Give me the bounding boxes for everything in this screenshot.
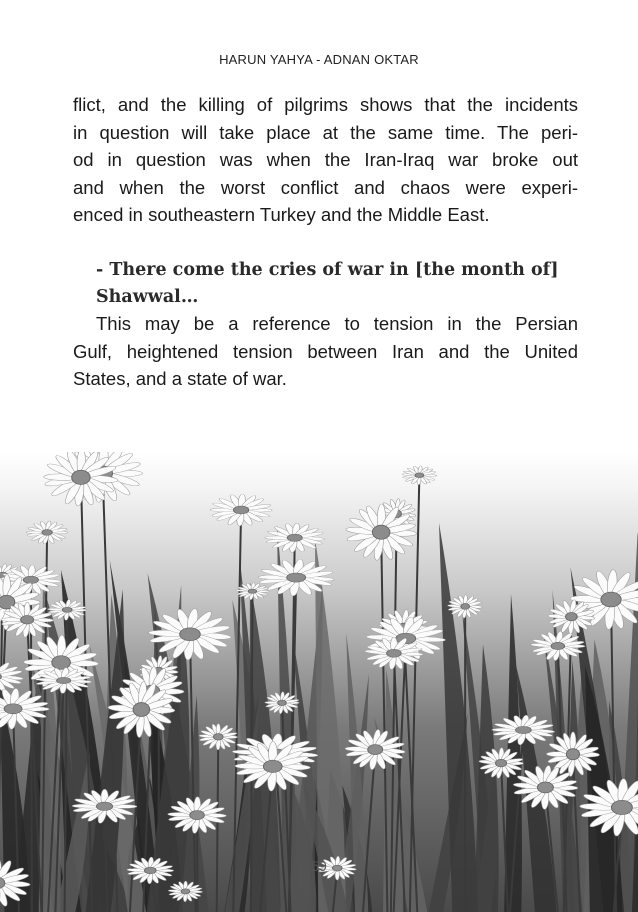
paragraph-2 xyxy=(73,310,578,393)
paragraph-1-line: od in question was when the Iran-Iraq war broke out xyxy=(73,149,578,170)
paragraph-1-line: in question will take place at the same time. The peri- xyxy=(73,121,578,143)
paragraph-2-line: States, and a state of war. xyxy=(73,368,287,389)
paragraph-2-line: Gulf, heightened tension between Iran and the United xyxy=(73,340,578,362)
hadith-quote xyxy=(96,257,576,310)
daisy-field-photo xyxy=(0,452,638,912)
paragraph-1 xyxy=(73,91,578,229)
page-number: 59 xyxy=(311,858,327,874)
paragraph-2-line: This may be a reference to tension in the Persian xyxy=(96,313,578,334)
quote-line: Shawwal… xyxy=(96,286,199,307)
paragraph-1-line: enced in southeastern Turkey and the Middle East. xyxy=(73,204,490,225)
daisy-field-illustration xyxy=(0,452,638,912)
paragraph-1-line: and when the worst conflict and chaos were experi- xyxy=(73,176,578,198)
quote-line: - There come the cries of war in [the month of] xyxy=(96,260,559,280)
paragraph-1-line: flict, and the killing of pilgrims shows that the incidents xyxy=(73,94,578,115)
running-header: HARUN YAHYA - ADNAN OKTAR xyxy=(219,52,419,67)
